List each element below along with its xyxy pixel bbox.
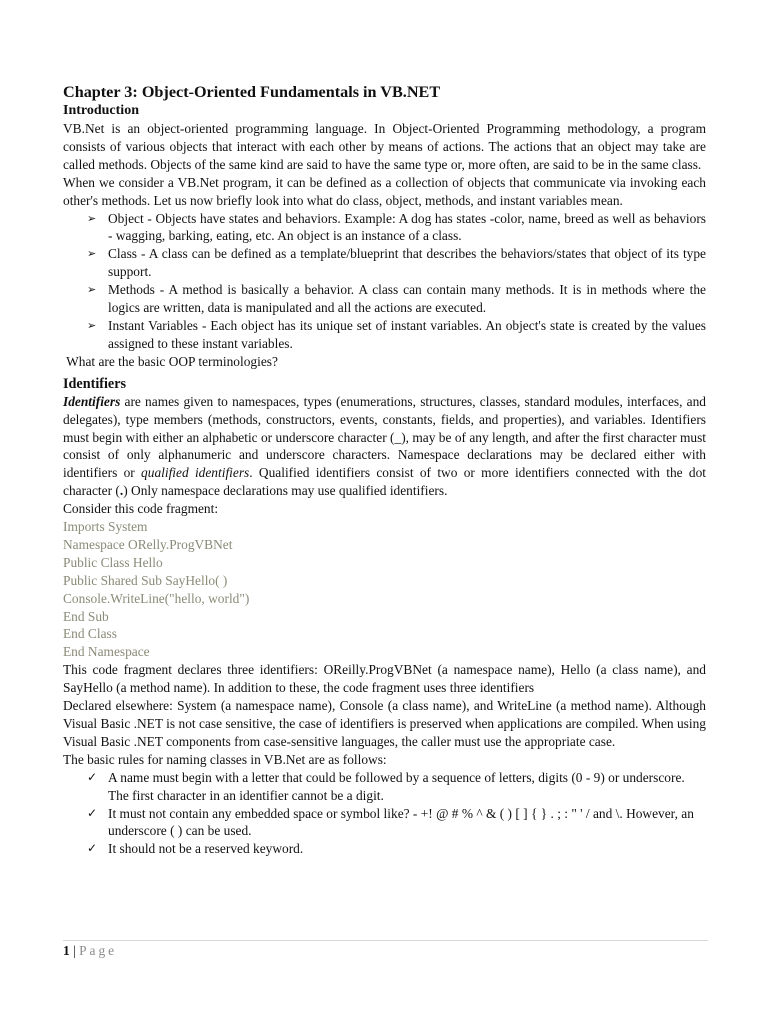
list-item — [87, 840, 706, 858]
list-item — [87, 317, 706, 353]
chapter-title: Chapter 3: Object-Oriented Fundamentals in VB.NET — [63, 83, 441, 101]
identifiers-heading: Identifiers — [63, 375, 127, 392]
code-line: Public Class Hello — [63, 554, 163, 570]
intro-paragraph-2: When we consider a VB.Net program, it can be defined as a collection of objects that communicate via invoking each other's methods. Let us now briefly look into what do class, object, methods, and instant variables mean. — [63, 174, 706, 208]
list-item-text: Methods - A method is basically a behavior. A class can contain many methods. It is in methods where the logics are written, data is manipulated and all the actions are executed. — [108, 282, 706, 316]
introduction-heading: Introduction — [63, 103, 139, 118]
list-item — [87, 245, 706, 281]
code-line: Console.WriteLine("hello, world") — [63, 590, 250, 606]
identifiers-text-c: ) Only namespace declarations may use qualified identifiers. — [123, 483, 448, 499]
arrow-bullet-icon: ➢ — [87, 318, 97, 332]
code-line: End Class — [63, 626, 117, 642]
page-content — [63, 82, 706, 858]
dot-character: . — [119, 483, 124, 499]
consider-text: Consider this code fragment: — [63, 501, 219, 517]
arrow-bullet-icon: ➢ — [87, 283, 97, 297]
oop-question: What are the basic OOP terminologies? — [63, 353, 278, 369]
identifiers-text-a: are names given to namespaces, types (enumerations, structures, classes, standard modules, interfaces, and delegates), type members (methods, constructors, events, constants, fields, and properties), and variables. Identifiers must begin with either an alphabetic or underscore character (_), may be of any length, and after the first character must consist of only alphanumeric and underscore characters. Namespace declarations may be declared either with identifiers or — [63, 393, 706, 481]
list-item-text: Class - A class can be defined as a template/blueprint that describes the behaviors/states that object of its type support. — [108, 246, 706, 280]
list-item-text: It must not contain any embedded space or symbol like? - +! @ # % ^ & ( ) [ ] { } . ; : " ' / and \. However, an underscore ( ) can be used. — [108, 805, 694, 839]
page-footer — [63, 940, 708, 959]
arrow-bullet-icon: ➢ — [87, 211, 97, 225]
naming-rules-intro: The basic rules for naming classes in VB.Net are as follows: — [63, 751, 387, 767]
identifiers-paragraph-3: Declared elsewhere: System (a namespace name), Console (a class name), and WriteLine (a method name). Although Visual Basic .NET is not case sensitive, the case of identifiers is preserved when applications are compiled. When using Visual Basic .NET components from case-sensitive languages, the caller must use the appropriate case. — [63, 698, 706, 749]
code-line: End Sub — [63, 608, 109, 624]
identifiers-paragraph-1 — [63, 393, 706, 500]
list-item — [87, 281, 706, 317]
naming-rules-list — [63, 769, 706, 859]
qualified-identifiers-term: qualified identifiers — [141, 465, 250, 481]
page-label: Page — [79, 943, 118, 958]
arrow-bullet-icon: ➢ — [87, 247, 97, 261]
code-line: End Namespace — [63, 644, 150, 660]
identifiers-paragraph-2: This code fragment declares three identifiers: OReilly.ProgVBNet (a namespace name), Hello (a class name), and SayHello (a method name). In addition to these, the code fragment uses three identifiers — [63, 662, 706, 696]
list-item — [87, 805, 706, 841]
terminology-list — [63, 210, 706, 353]
identifiers-text-b: . Qualified identifiers consist of two or more identifiers connected with the dot character ( — [63, 465, 706, 499]
list-item — [87, 769, 706, 805]
intro-paragraph-1: VB.Net is an object-oriented programming language. In Object-Oriented Programming methodology, a program consists of various objects that interact with each other by means of actions. The actions that an object may take are called methods. Objects of the same kind are said to have the same type or, more often, are said to be in the same class. — [63, 121, 706, 172]
page-number: 1 — [63, 943, 70, 958]
checkmark-icon: ✓ — [87, 805, 98, 820]
code-line: Public Shared Sub SayHello( ) — [63, 572, 228, 588]
list-item-text: Object - Objects have states and behaviors. Example: A dog has states -color, name, breed as well as behaviors - wagging, barking, eating, etc. An object is an instance of a class. — [108, 210, 706, 244]
list-item-text: Instant Variables - Each object has its unique set of instant variables. An object's state is created by the values assigned to these instant variables. — [108, 317, 706, 351]
checkmark-icon: ✓ — [87, 769, 98, 784]
list-item — [87, 210, 706, 246]
list-item-text: It should not be a reserved keyword. — [108, 841, 304, 857]
checkmark-icon: ✓ — [87, 841, 98, 856]
code-line: Namespace ORelly.ProgVBNet — [63, 536, 233, 552]
code-fragment — [63, 518, 706, 661]
list-item-text: A name must begin with a letter that could be followed by a sequence of letters, digits (0 - 9) or underscore. The first character in an identifier cannot be a digit. — [108, 769, 685, 803]
code-line: Imports System — [63, 519, 148, 535]
identifiers-term: Identifiers — [63, 393, 121, 409]
footer-separator: | — [69, 943, 80, 958]
